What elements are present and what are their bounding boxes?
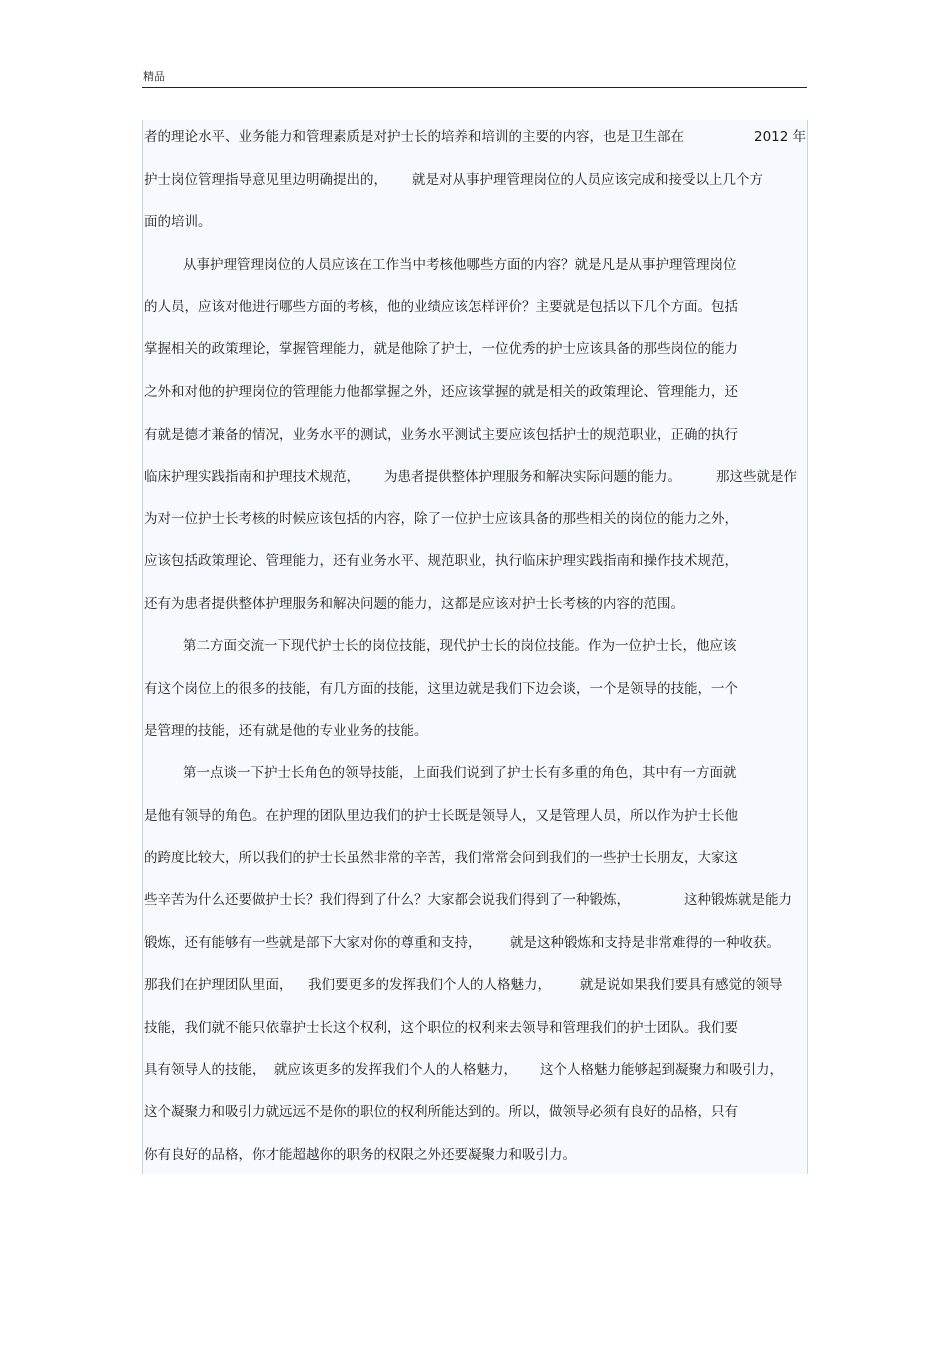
body-text: 护士岗位管理指导意见里边明确提出的， xyxy=(144,172,387,188)
body-text: 这个凝聚力和吸引力就远远不是你的职位的权利所能达到的。所以，做领导必须有良好的品格，只有 xyxy=(144,1104,738,1120)
body-text: 你有良好的品格，你才能超越你的职务的权限之外还要凝聚力和吸引力。 xyxy=(144,1147,576,1163)
body-text: 技能，我们就不能只依靠护士长这个权利，这个职位的权利来去领导和管理我们的护士团队。我们要 xyxy=(144,1020,738,1036)
body-text: 之外和对他的护理岗位的管理能力他都掌握之外，还应该掌握的就是相关的政策理论、管理能力，还 xyxy=(144,384,738,400)
body-text: 就是对从事护理管理岗位的人员应该完成和接受以上几个方 xyxy=(412,172,763,188)
body-text: 为对一位护士长考核的时候应该包括的内容，除了一位护士应该具备的那些相关的岗位的能力之外， xyxy=(144,511,738,527)
body-text: 我们要更多的发挥我们个人的人格魅力， xyxy=(308,977,551,993)
body-text: 些辛苦为什么还要做护士长？我们得到了什么？大家都会说我们得到了一种锻炼， xyxy=(144,892,630,908)
body-text: 从事护理管理岗位的人员应该在工作当中考核他哪些方面的内容？就是凡是从事护理管理岗位 xyxy=(183,257,737,273)
header-label: 精品 xyxy=(143,70,165,83)
body-text: 的跨度比较大，所以我们的护士长虽然非常的辛苦，我们常常会问到我们的一些护士长朋友，大家这 xyxy=(144,850,738,866)
header-divider xyxy=(142,87,807,88)
body-line xyxy=(144,933,804,953)
body-text: 第一点谈一下护士长角色的领导技能，上面我们说到了护士长有多重的角色，其中有一方面就 xyxy=(183,765,737,781)
body-text: 那我们在护理团队里面， xyxy=(144,977,293,993)
body-text: 临床护理实践指南和护理技术规范， xyxy=(144,469,360,485)
body-text: 就应该更多的发挥我们个人的人格魅力， xyxy=(274,1062,517,1078)
body-line xyxy=(144,1060,804,1080)
body-line xyxy=(144,975,804,995)
body-text: 是他有领导的角色。在护理的团队里边我们的护士长既是领导人，又是管理人员，所以作为护士长他 xyxy=(144,808,738,824)
body-text: 还有为患者提供整体护理服务和解决问题的能力，这都是应该对护士长考核的内容的范围。 xyxy=(144,596,684,612)
body-line xyxy=(144,127,807,147)
body-text: 就是说如果我们要具有感觉的领导 xyxy=(580,977,783,993)
body-text: 就是这种锻炼和支持是非常难得的一种收获。 xyxy=(510,935,780,951)
body-text: 面的培训。 xyxy=(144,214,212,230)
body-text: 的人员，应该对他进行哪些方面的考核，他的业绩应该怎样评价？主要就是包括以下几个方面。包括 xyxy=(144,299,738,315)
body-text: 应该包括政策理论、管理能力，还有业务水平、规范职业，执行临床护理实践指南和操作技术规范， xyxy=(144,553,738,569)
body-text: 是管理的技能，还有就是他的专业业务的技能。 xyxy=(144,723,428,739)
body-text: 具有领导人的技能， xyxy=(144,1062,266,1078)
body-text: 为患者提供整体护理服务和解决实际问题的能力。 xyxy=(384,469,681,485)
body-text: 有这个岗位上的很多的技能，有几方面的技能，这里边就是我们下边会谈，一个是领导的技能，一个 xyxy=(144,681,738,697)
body-text: 有就是德才兼备的情况，业务水平的测试，业务水平测试主要应该包括护士的规范职业，正确的执行 xyxy=(144,427,738,443)
body-text: 第二方面交流一下现代护士长的岗位技能，现代护士长的岗位技能。作为一位护士长，他应该 xyxy=(183,638,737,654)
body-text: 这种锻炼就是能力 xyxy=(684,892,792,908)
body-text: 那这些就是作 xyxy=(716,469,797,485)
body-text: 锻炼，还有能够有一些就是部下大家对你的尊重和支持， xyxy=(144,935,482,951)
body-text: 2012 年 xyxy=(754,129,807,145)
body-text: 者的理论水平、业务能力和管理素质是对护士长的培养和培训的主要的内容，也是卫生部在 xyxy=(144,129,684,145)
body-text: 掌握相关的政策理论，掌握管理能力，就是他除了护士，一位优秀的护士应该具备的那些岗位的能力 xyxy=(144,341,738,357)
body-line xyxy=(144,467,804,487)
body-line xyxy=(144,890,804,910)
body-text: 这个人格魅力能够起到凝聚力和吸引力， xyxy=(540,1062,783,1078)
body-line xyxy=(144,170,804,190)
